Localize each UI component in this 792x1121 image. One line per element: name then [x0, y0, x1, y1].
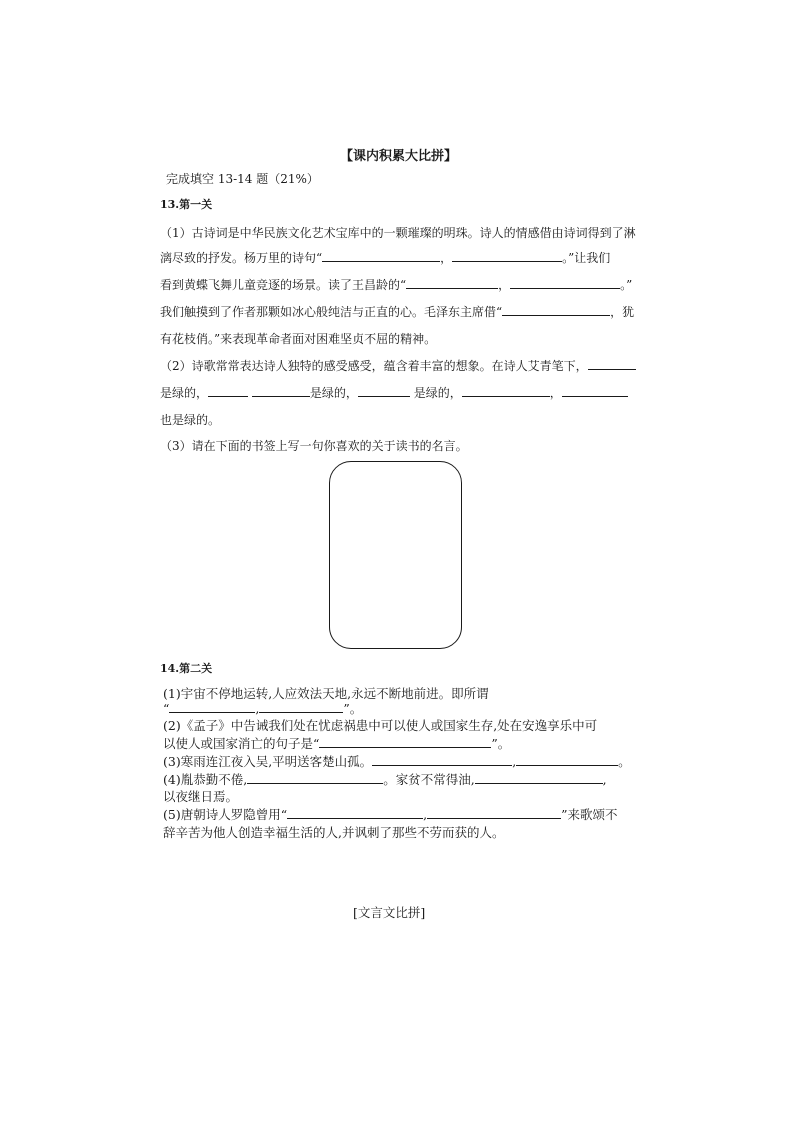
text: ”来歌颂不	[561, 807, 618, 822]
text: 是绿的，	[413, 386, 462, 400]
text: ,	[423, 807, 428, 822]
text: 看到黄蝶飞舞儿童竞逐的场景。读了王昌龄的“	[160, 278, 407, 292]
answer-blank[interactable]	[516, 754, 618, 766]
answer-blank[interactable]	[169, 701, 255, 713]
text: 漓尽致的抒发。杨万里的诗句“	[160, 251, 323, 265]
q14-item5-line2: 辞辛苦为他人创造幸福生活的人,并讽刺了那些不劳而获的人。	[163, 825, 505, 840]
answer-blank[interactable]	[358, 385, 410, 397]
q14-item4-line1	[163, 770, 607, 788]
q14-heading: 14.第二关	[160, 662, 213, 675]
answer-blank[interactable]	[427, 807, 561, 819]
instructions: 完成填空 13-14 题（21%）	[166, 172, 319, 186]
text: ,	[255, 701, 260, 716]
q14-item1-line1: (1)宇宙不停地运转,人应效法天地,永远不断地前进。即所谓	[163, 686, 489, 701]
text: 我们触摸到了作者那颗如冰心般纯洁与正直的心。毛泽东主席借“	[160, 305, 503, 319]
answer-blank[interactable]	[208, 385, 248, 397]
q14-item3	[163, 752, 631, 770]
answer-blank[interactable]	[462, 385, 550, 397]
q13-p2-line2	[160, 384, 628, 401]
answer-blank[interactable]	[475, 772, 603, 784]
text: 。	[618, 754, 631, 769]
q14-item2-line2	[163, 734, 510, 752]
text: ，	[549, 386, 562, 400]
answer-blank[interactable]	[502, 304, 610, 316]
answer-blank[interactable]	[252, 385, 310, 397]
text: （2）诗歌常常表达诗人独特的感受感受，蕴含着丰富的想象。在诗人艾青笔下，	[160, 359, 588, 373]
q13-p1-line5: 有花枝俏。”来表现革命者面对困难坚贞不屈的精神。	[160, 332, 437, 346]
text: (5)唐朝诗人罗隐曾用“	[163, 807, 288, 822]
answer-blank[interactable]	[372, 754, 512, 766]
q13-heading: 13.第一关	[160, 198, 213, 211]
text: ，犹	[610, 305, 635, 319]
text: 是绿的，	[309, 386, 358, 400]
q14-item4-line2: 以夜继日焉。	[163, 789, 239, 804]
text: ,	[602, 772, 607, 787]
text: 。”让我们	[562, 251, 611, 265]
text: ”。	[343, 701, 363, 716]
q14-item2-line1: (2)《孟子》中告诫我们处在忧虑祸患中可以使人或国家生存,处在安逸享乐中可	[163, 718, 598, 733]
text: 。家贫不常得油,	[383, 772, 475, 787]
q13-p1-line4	[160, 303, 634, 320]
text: ，	[440, 251, 453, 265]
text: 以使人或国家消亡的句子是“	[163, 736, 320, 751]
q13-p1-line2	[160, 249, 610, 266]
q13-p1-line1: （1）古诗词是中华民族文化艺术宝库中的一颗璀璨的明珠。诗人的情感借由诗词得到了淋	[160, 226, 636, 240]
text: ,	[512, 754, 517, 769]
q13-p2-line1	[160, 357, 636, 374]
answer-blank[interactable]	[287, 807, 423, 819]
answer-blank[interactable]	[588, 358, 636, 370]
section-title-classical: [文言文比拼]	[353, 905, 426, 920]
q14-item1-line2	[163, 699, 362, 717]
text: 是绿的，	[160, 386, 209, 400]
answer-blank[interactable]	[259, 701, 343, 713]
q13-p1-line3	[160, 276, 632, 293]
text: (3)寒雨连江夜入吴,平明送客楚山孤。	[163, 754, 373, 769]
bookmark-box[interactable]	[329, 461, 462, 649]
section-title-accumulation: 【课内积累大比拼】	[340, 149, 458, 164]
answer-blank[interactable]	[510, 277, 620, 289]
text: ，	[498, 278, 511, 292]
text: 。”	[620, 278, 633, 292]
answer-blank[interactable]	[562, 385, 628, 397]
answer-blank[interactable]	[322, 250, 440, 262]
q13-p3: （3）请在下面的书签上写一句你喜欢的关于读书的名言。	[160, 439, 468, 453]
answer-blank[interactable]	[452, 250, 562, 262]
text: ”。	[491, 736, 511, 751]
text: “	[163, 701, 170, 716]
answer-blank[interactable]	[319, 736, 491, 748]
q13-p2-line3: 也是绿的。	[160, 413, 221, 427]
answer-blank[interactable]	[406, 277, 498, 289]
text: (4)胤恭勤不倦,	[163, 772, 248, 787]
answer-blank[interactable]	[247, 772, 383, 784]
q14-item5-line1	[163, 805, 617, 823]
